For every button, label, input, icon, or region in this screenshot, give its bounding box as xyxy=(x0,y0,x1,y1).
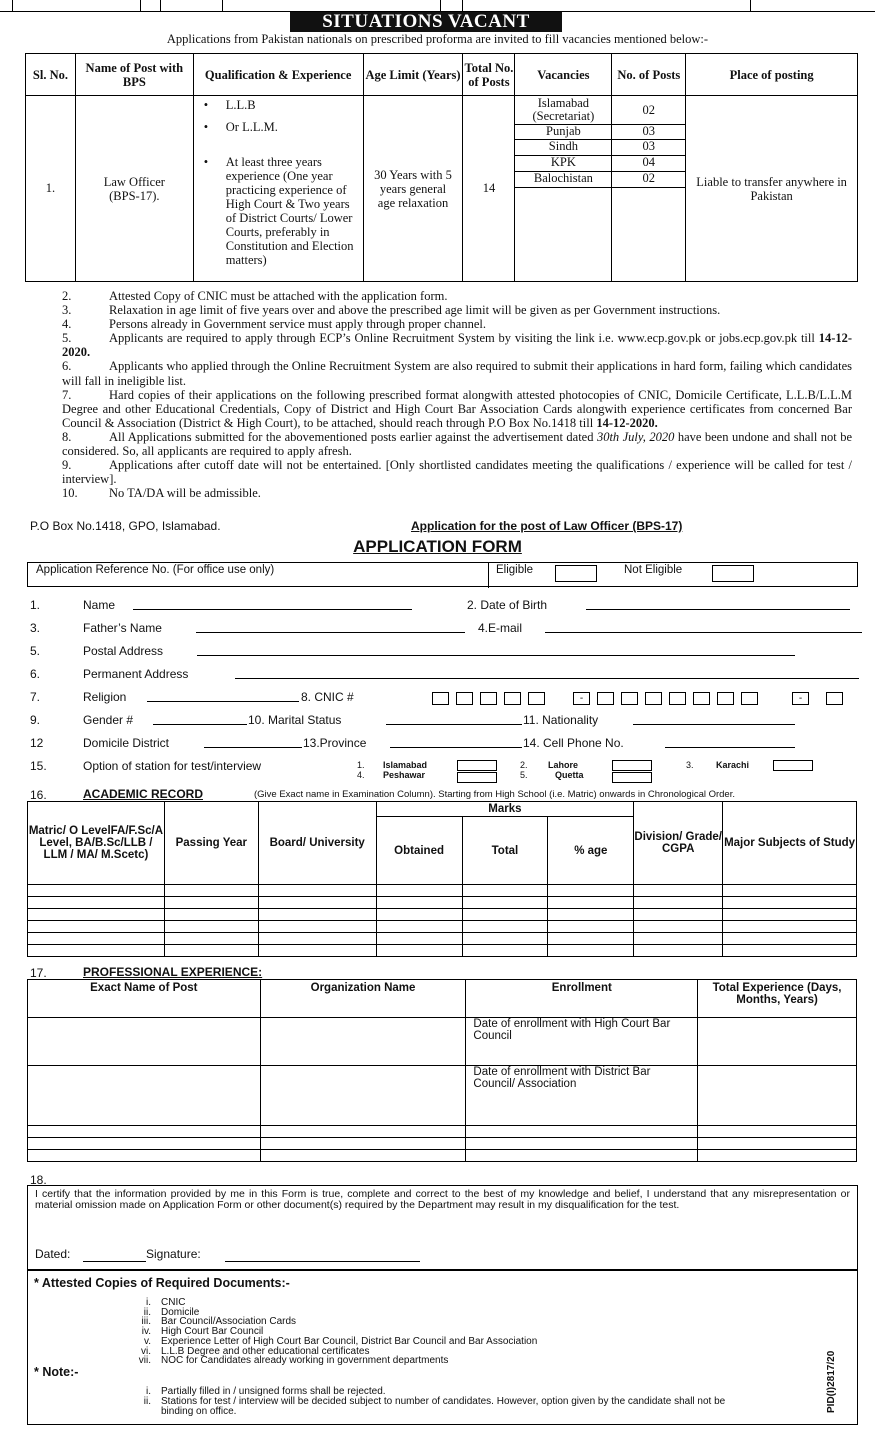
header-total: Total No. of Posts xyxy=(463,54,515,96)
certification-num: 18. xyxy=(30,1173,47,1187)
vacancy-posts: 02 xyxy=(612,172,685,188)
row-place: Liable to transfer anywhere in Pakistan xyxy=(686,96,858,282)
experience-header-org: Organization Name xyxy=(260,980,466,1018)
list-item: vi. L.L.B Degree and other educational certificates xyxy=(141,1345,370,1357)
header-post: Name of Post with BPS xyxy=(75,54,193,96)
dob-field[interactable] xyxy=(586,609,850,610)
province-label: 13.Province xyxy=(303,736,367,750)
list-item: i. Partially filled in / unsigned forms shall be rejected. xyxy=(146,1386,386,1397)
vacancy-region: Punjab xyxy=(515,125,611,140)
list-item: ii. Domicile xyxy=(143,1306,200,1318)
academic-header-year: Passing Year xyxy=(164,802,258,885)
dob-label: 2. Date of Birth xyxy=(467,598,548,612)
note-item: 8. All Applications submitted for the abovementioned posts earlier against the advertisement dated 30th July, 2020 have been undone and shall not be considered. So, all applicants are required to apply afresh. xyxy=(62,429,853,459)
station-label: Option of station for test/interview xyxy=(83,759,262,773)
station-quetta-box[interactable] xyxy=(612,772,652,783)
table-row[interactable] xyxy=(28,921,857,933)
station-islamabad-box[interactable] xyxy=(457,760,497,771)
table-row[interactable] xyxy=(28,933,857,945)
note-title: * Note:- xyxy=(34,1365,79,1379)
experience-title: PROFESSIONAL EXPERIENCE: xyxy=(83,965,263,979)
table-row[interactable] xyxy=(28,1018,857,1066)
experience-header-enrollment: Enrollment xyxy=(466,980,698,1018)
header-sl: Sl. No. xyxy=(26,54,76,96)
name-field[interactable] xyxy=(133,609,412,610)
table-row[interactable] xyxy=(28,1150,857,1162)
list-item: ii. Stations for test / interview will be decided subject to number of candidates. However, option given by the candidate shall not be binding on office. xyxy=(143,1396,726,1417)
row-post: Law Officer (BPS-17). xyxy=(75,96,193,282)
row-age: 30 Years with 5 years general age relaxation xyxy=(363,96,463,282)
not-eligible-checkbox[interactable] xyxy=(712,565,754,582)
email-field[interactable] xyxy=(545,632,862,633)
note-item: 4. Persons already in Government service must apply through proper channel. xyxy=(62,317,486,332)
post-title: Application for the post of Law Officer (BPS-17) xyxy=(411,519,683,533)
experience-header-post: Exact Name of Post xyxy=(28,980,261,1018)
eligible-label: Eligible xyxy=(496,564,534,576)
table-row[interactable] xyxy=(28,1138,857,1150)
marital-status-field[interactable] xyxy=(386,724,522,725)
father-name-field[interactable] xyxy=(196,632,465,633)
vacancy-region: Islamabad (Secretariat) xyxy=(515,97,611,125)
name-label: Name xyxy=(83,598,116,612)
domicile-label: Domicile District xyxy=(83,736,170,750)
father-name-label: Father’s Name xyxy=(83,621,162,635)
list-item: iv. High Court Bar Council xyxy=(141,1326,264,1338)
academic-header-obtained: Obtained xyxy=(376,817,462,885)
table-row[interactable] xyxy=(28,1126,857,1138)
marital-status-label: 10. Marital Status xyxy=(248,713,342,727)
academic-header-total: Total xyxy=(462,817,548,885)
station-karachi-label: Karachi xyxy=(716,760,750,770)
qual-llb: • L.L.B xyxy=(198,98,359,112)
academic-header-subjects: Major Subjects of Study xyxy=(723,802,857,885)
academic-header-division: Division/ Grade/ CGPA xyxy=(634,802,723,885)
table-row[interactable] xyxy=(28,1066,857,1126)
qual-experience: • At least three years experience (One year practicing experience of High Court & Two years of District Courts/ Lower Courts, preferably in Constitution and Election matters) xyxy=(198,155,359,267)
header-age: Age Limit (Years) xyxy=(363,54,463,96)
station-lahore-label: Lahore xyxy=(548,760,579,770)
academic-table xyxy=(27,801,857,957)
row-num-posts xyxy=(612,96,686,282)
note-item: 10. No TA/DA will be admissible. xyxy=(62,486,261,501)
table-row[interactable] xyxy=(28,945,857,957)
table-row[interactable] xyxy=(28,885,857,897)
qual-llm: • Or L.L.M. xyxy=(198,120,359,134)
vacancy-region: Sindh xyxy=(515,140,611,156)
nationality-field[interactable] xyxy=(633,724,795,725)
vacancy-posts: 04 xyxy=(612,156,685,172)
station-lahore-box[interactable] xyxy=(612,760,652,771)
cell-phone-label: 14. Cell Phone No. xyxy=(523,736,624,750)
academic-title: ACADEMIC RECORD xyxy=(83,787,203,801)
academic-header-board: Board/ University xyxy=(258,802,376,885)
academic-header-marks: Marks xyxy=(376,802,634,817)
vacancy-posts: 03 xyxy=(612,125,685,140)
domicile-field[interactable] xyxy=(204,747,302,748)
permanent-address-field[interactable] xyxy=(235,678,859,679)
gender-field[interactable] xyxy=(153,724,247,725)
postal-address-field[interactable] xyxy=(197,655,795,656)
signature-field[interactable] xyxy=(225,1261,420,1262)
pid-code: PID(I)2817/20 xyxy=(826,1350,837,1413)
row-vacancies xyxy=(515,96,612,282)
vacancy-region: Balochistan xyxy=(515,172,611,188)
application-form-title: APPLICATION FORM xyxy=(353,537,522,556)
postal-address-label: Postal Address xyxy=(83,644,164,658)
eligible-checkbox[interactable] xyxy=(555,565,597,582)
note-item: 6. Applicants who applied through the Online Recruitment System are also required to submit their applications in hard form, failing which candidates will fall in ineligible list. xyxy=(62,359,852,388)
station-karachi-box[interactable] xyxy=(773,760,813,771)
note-item: 7. Hard copies of their applications on the following prescribed format alongwith attested photocopies of CNIC, Domicile Certificate, L.L.B/L.L.M Degree and other Educational Credentials, Copy of District and High Court Bar Association Cards alongwith experience certificates from concerned Bar Council & Association (District & High Court), to be attached, should reach through P.O Box No.1418 till 14-12-2020. xyxy=(62,387,852,430)
header-qualification: Qualification & Experience xyxy=(193,54,363,96)
row-sl: 1. xyxy=(26,96,76,282)
vacancy-posts: 03 xyxy=(612,140,685,156)
station-peshawar-box[interactable] xyxy=(457,772,497,783)
certification-box xyxy=(27,1185,858,1270)
experience-header-total: Total Experience (Days, Months, Years) xyxy=(698,980,857,1018)
list-item: iii. Bar Council/Association Cards xyxy=(141,1316,297,1328)
documents-box xyxy=(27,1270,858,1425)
notes-list xyxy=(62,289,852,500)
vacancy-posts: 02 xyxy=(612,97,685,125)
note-item: 5. Applicants are required to apply through ECP’s Online Recruitment System by visiting the link i.e. www.ecp.gov.pk or jobs.ecp.gov.pk till 14-12-2020. xyxy=(62,331,853,360)
signature-label: Signature: xyxy=(146,1247,201,1261)
station-peshawar-label: Peshawar xyxy=(383,770,426,780)
documents-title: * Attested Copies of Required Documents:- xyxy=(34,1276,290,1290)
academic-header-pct: % age xyxy=(548,817,634,885)
list-item: v. Experience Letter of High Court Bar Council, District Bar Council and Bar Association xyxy=(143,1335,538,1347)
header-no-posts: No. of Posts xyxy=(612,54,686,96)
email-label: 4.E-mail xyxy=(478,621,523,635)
nationality-label: 11. Nationality xyxy=(523,713,599,727)
note-item: 2. Attested Copy of CNIC must be attached with the application form. xyxy=(62,289,448,303)
not-eligible-label: Not Eligible xyxy=(624,564,683,576)
province-field[interactable] xyxy=(390,747,522,748)
station-islamabad-label: Islamabad xyxy=(383,760,428,770)
cnic-label: 8. CNIC # xyxy=(301,690,354,704)
table-row[interactable] xyxy=(28,897,857,909)
enrollment-district: Date of enrollment with District Bar Council/ Association xyxy=(466,1066,698,1126)
page-title: SITUATIONS VACANT xyxy=(290,12,562,32)
religion-label: Religion xyxy=(83,690,127,704)
dated-field[interactable] xyxy=(83,1261,146,1262)
table-row[interactable] xyxy=(28,909,857,921)
dated-label: Dated: xyxy=(35,1247,71,1261)
row-total: 14 xyxy=(463,96,515,282)
reference-label: Application Reference No. (For office use only) xyxy=(36,564,275,576)
note-item: 3. Relaxation in age limit of five years over and above the prescribed age limit will be given as per Government instructions. xyxy=(62,303,721,318)
experience-table xyxy=(27,979,857,1162)
academic-header-exam: Matric/ O LevelFA/F.Sc/A Level, BA/B.Sc/LLB / LLM / MA/ M.Scetc) xyxy=(28,802,165,885)
vacancy-table xyxy=(25,53,858,282)
certification-text: I certify that the information provided by me in this Form is true, complete and correct to the best of my knowledge and belief, I understand that any misrepresentation or material omission made on Application Form or other document(s) required by the Department may result in my disqualification for the test. xyxy=(35,1188,850,1211)
header-vacancies: Vacancies xyxy=(515,54,612,96)
header-place: Place of posting xyxy=(686,54,858,96)
station-quetta-label: Quetta xyxy=(555,770,584,780)
reference-box xyxy=(27,562,858,587)
note-item: 9. Applications after cutoff date will not be entertained. [Only shortlisted candidates meeting the qualifications / experience will be called for test / interview]. xyxy=(62,458,852,487)
gender-label: Gender # xyxy=(83,713,134,727)
row-qualification xyxy=(193,96,363,282)
enrollment-high-court: Date of enrollment with High Court Bar Council xyxy=(466,1018,698,1066)
list-item: vii. NOC for Candidates already working in government departments xyxy=(138,1355,449,1367)
permanent-address-label: Permanent Address xyxy=(83,667,189,681)
list-item: i. CNIC xyxy=(146,1297,186,1308)
religion-field[interactable] xyxy=(147,701,299,702)
po-box-address: P.O Box No.1418, GPO, Islamabad. xyxy=(30,519,221,533)
cell-phone-field[interactable] xyxy=(665,747,795,748)
intro-text: Applications from Pakistan nationals on prescribed proforma are invited to fill vacancies mentioned below:- xyxy=(166,32,709,46)
academic-note: (Give Exact name in Examination Column). Starting from High School (i.e. Matric) onwards in Chronological Order. xyxy=(254,789,735,800)
vacancy-region: KPK xyxy=(515,156,611,172)
